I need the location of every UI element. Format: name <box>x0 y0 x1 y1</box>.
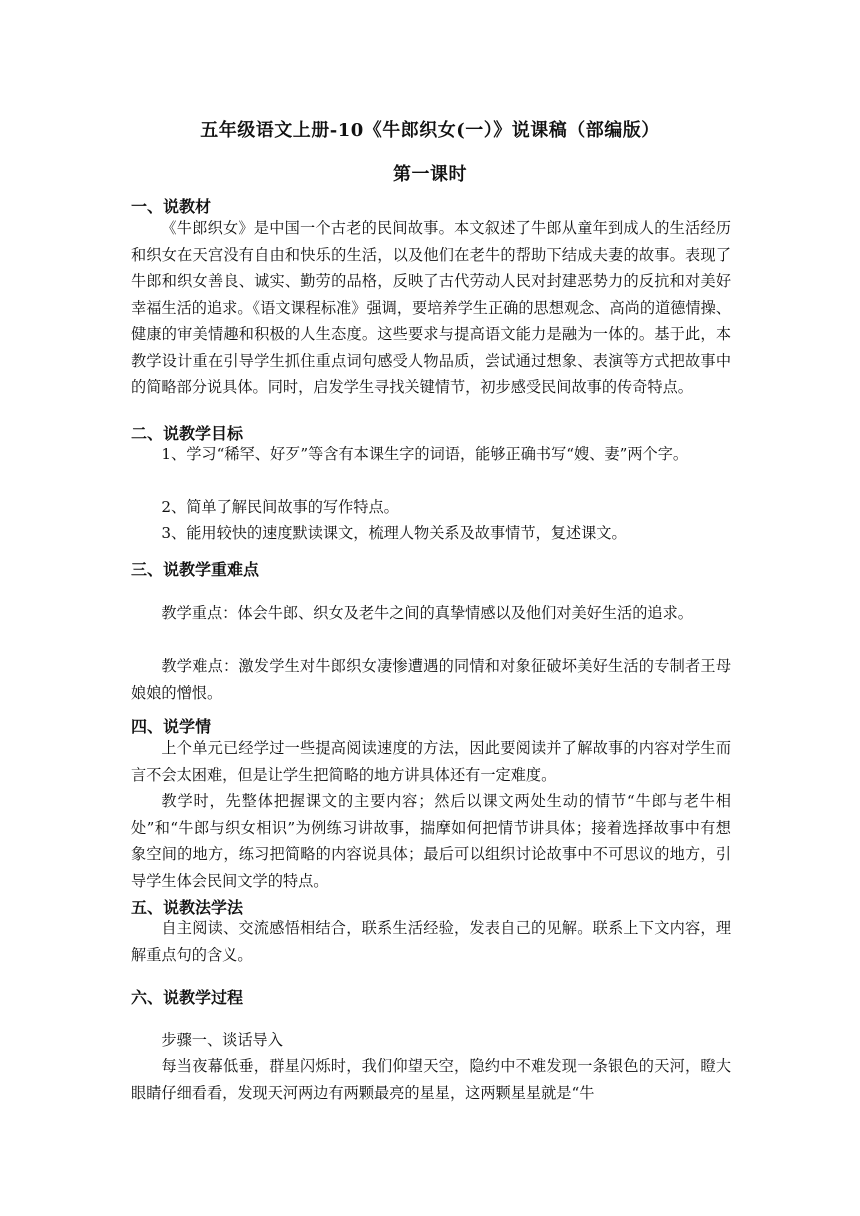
section-heading-learners: 四、说学情 <box>131 717 212 736</box>
paragraph: 上个单元已经学过一些提高阅读速度的方法，因此要阅读并了解故事的内容对学生而言不会太困难，但是让学生把简略的地方讲具体还有一定难度。 <box>131 739 731 784</box>
section-heading-methods: 五、说教法学法 <box>131 898 244 917</box>
paragraph: 教学难点：激发学生对牛郎织女凄惨遭遇的同情和对象征破坏美好生活的专制者王母娘娘的憎恨。 <box>131 657 731 702</box>
lesson-subtitle: 第一课时 <box>393 164 467 185</box>
document-title: 五年级语文上册-10《牛郎织女(一）》说课稿（部编版） <box>200 120 660 141</box>
paragraph: 教学重点：体会牛郎、织女及老牛之间的真挚情感以及他们对美好生活的追求。 <box>161 604 693 622</box>
step-label: 步骤一、谈话导入 <box>161 1031 283 1049</box>
section-heading-objectives: 二、说教学目标 <box>131 424 244 443</box>
section-heading-key-points: 三、说教学重难点 <box>131 560 260 579</box>
section-heading-textbook: 一、说教材 <box>131 197 212 216</box>
paragraph: 3、能用较快的速度默读课文，梳理人物关系及故事情节，复述课文。 <box>161 524 627 542</box>
paragraph: 《牛郎织女》是中国一个古老的民间故事。本文叙述了牛郎从童年到成人的生活经历和织女在天宫没有自由和快乐的生活，以及他们在老牛的帮助下结成夫妻的故事。表现了牛郎和织女善良、诚实、勤劳的品格，反映了古代劳动人民对封建恶势力的反抗和对美好幸福生活的追求。《语文课程标准》强调，要培养学生正确的思想观念、高尚的道德情操、健康的审美情趣和积极的人生态度。这些要求与提高语文能力是融为一体的。基于此，本教学设计重在引导学生抓住重点词句感受人物品质，尝试通过想象、表演等方式把故事中的简略部分说具体。同时，启发学生寻找关键情节，初步感受民间故事的传奇特点。 <box>131 219 731 396</box>
paragraph: 1、学习“稀罕、好歹”等含有本课生字的词语，能够正确书写“嫂、妻”两个字。 <box>161 445 689 463</box>
section-heading-process: 六、说教学过程 <box>131 988 244 1007</box>
paragraph: 自主阅读、交流感悟相结合，联系生活经验，发表自己的见解。联系上下文内容，理解重点句的含义。 <box>131 919 731 964</box>
paragraph: 每当夜幕低垂，群星闪烁时，我们仰望天空，隐约中不难发现一条银色的天河，瞪大眼睛仔细看看，发现天河两边有两颗最亮的星星，这两颗星星就是“牛 <box>131 1057 731 1102</box>
paragraph: 2、简单了解民间故事的写作特点。 <box>161 498 399 516</box>
paragraph: 教学时，先整体把握课文的主要内容；然后以课文两处生动的情节“牛郎与老牛相处”和“牛郎与织女相识”为例练习讲故事，揣摩如何把情节讲具体；接着选择故事中有想象空间的地方，练习把简略的内容说具体；最后可以组织讨论故事中不可思议的地方，引导学生体会民间文学的特点。 <box>131 792 731 890</box>
